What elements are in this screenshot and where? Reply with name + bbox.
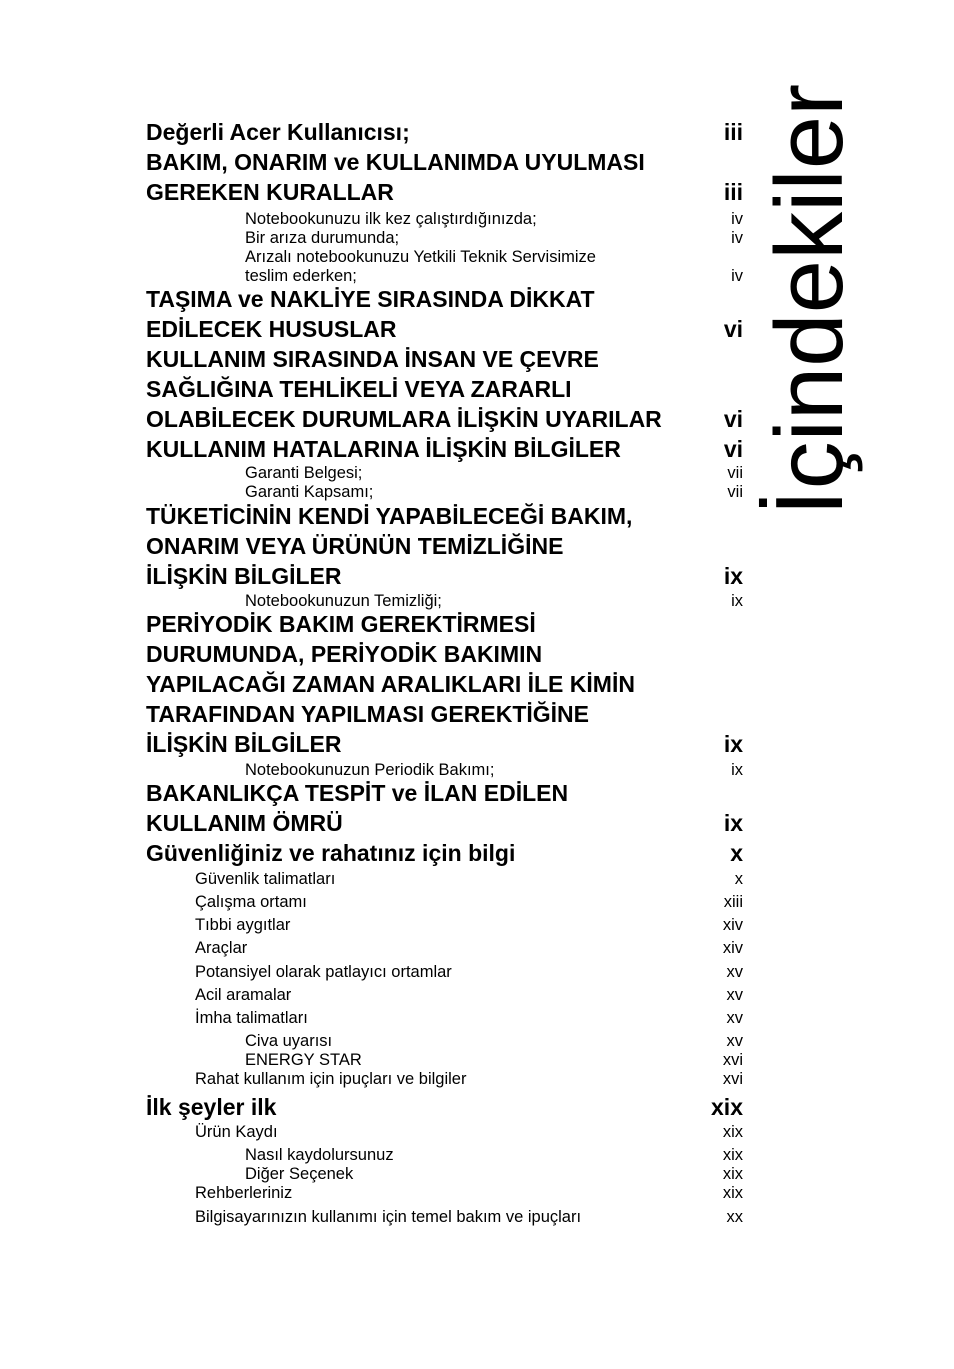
toc-entry-page: xiv bbox=[722, 939, 743, 957]
toc-entry-title: KULLANIM HATALARINA İLİŞKİN BİLGİLER bbox=[146, 436, 621, 462]
toc-entry-title: Değerli Acer Kullanıcısı; bbox=[146, 119, 410, 145]
toc-entry[interactable] bbox=[0, 151, 743, 177]
toc-entry-title: TARAFINDAN YAPILMASI GEREKTİĞİNE bbox=[146, 701, 589, 727]
toc-entry[interactable] bbox=[0, 565, 743, 591]
toc-entry-title: Güvenliğiniz ve rahatınız için bilgi bbox=[146, 840, 516, 866]
toc-entry[interactable] bbox=[0, 762, 743, 781]
toc-entry[interactable] bbox=[0, 1147, 743, 1166]
toc-entry-page: xix bbox=[711, 1094, 743, 1120]
toc-entry-title: GEREKEN KURALLAR bbox=[146, 179, 394, 205]
toc-entry[interactable] bbox=[0, 703, 743, 729]
toc-entry[interactable] bbox=[0, 211, 743, 230]
toc-entry[interactable] bbox=[0, 348, 743, 374]
toc-entry-page: ix bbox=[731, 761, 743, 779]
toc-entry-page: xv bbox=[726, 986, 743, 1004]
toc-entry-page: xiii bbox=[723, 893, 743, 911]
toc-entry-page: vii bbox=[727, 464, 743, 482]
toc-entry-title: SAĞLIĞINA TEHLİKELİ VEYA ZARARLI bbox=[146, 376, 572, 402]
toc-entry[interactable] bbox=[0, 917, 743, 936]
toc-entry-page: iv bbox=[731, 267, 743, 285]
toc-entry[interactable] bbox=[0, 842, 743, 868]
toc-entry[interactable] bbox=[0, 230, 743, 249]
toc-entry-page: x bbox=[734, 870, 743, 888]
toc-entry-title: Civa uyarısı bbox=[245, 1032, 333, 1050]
toc-entry-page: xix bbox=[722, 1165, 743, 1183]
toc-entry-title: Bilgisayarınızın kullanımı için temel bakım ve ipuçları bbox=[195, 1208, 582, 1226]
toc-entry-title: İmha talimatları bbox=[195, 1009, 308, 1027]
toc-entry[interactable] bbox=[0, 288, 743, 314]
toc-entry-page: ix bbox=[723, 731, 743, 757]
toc-entry-page: xx bbox=[726, 1208, 743, 1226]
toc-entry[interactable] bbox=[0, 1166, 743, 1185]
toc-entry[interactable] bbox=[0, 438, 743, 464]
toc-entry-title: Notebookunuzu ilk kez çalıştırdığınızda; bbox=[245, 210, 537, 228]
toc-entry[interactable] bbox=[0, 181, 743, 207]
toc-entry-page: xv bbox=[726, 963, 743, 981]
toc-entry[interactable] bbox=[0, 812, 743, 838]
toc-entry-title: İLİŞKİN BİLGİLER bbox=[146, 563, 342, 589]
toc-entry-page: iii bbox=[723, 119, 743, 145]
toc-entry-title: İlk şeyler ilk bbox=[146, 1094, 277, 1120]
side-title-text: İçindekiler bbox=[756, 83, 863, 517]
toc-entry-title: İLİŞKİN BİLGİLER bbox=[146, 731, 342, 757]
toc-entry-page: ix bbox=[723, 810, 743, 836]
toc-entry[interactable] bbox=[0, 1124, 743, 1143]
toc-entry-page: xv bbox=[726, 1032, 743, 1050]
toc-entry-title: ENERGY STAR bbox=[245, 1051, 362, 1069]
toc-entry-title: OLABİLECEK DURUMLARA İLİŞKİN UYARILAR bbox=[146, 406, 662, 432]
toc-entry-page: xiv bbox=[722, 916, 743, 934]
toc-entry[interactable] bbox=[0, 1096, 743, 1122]
toc-entry-title: Rahat kullanım için ipuçları ve bilgiler bbox=[195, 1070, 467, 1088]
toc-entry-title: Notebookunuzun Periodik Bakımı; bbox=[245, 761, 495, 779]
toc-entry[interactable] bbox=[0, 593, 743, 612]
toc-entry[interactable] bbox=[0, 408, 743, 434]
toc-entry[interactable] bbox=[0, 1033, 743, 1052]
section-side-title bbox=[756, 83, 863, 517]
toc-entry[interactable] bbox=[0, 894, 743, 913]
toc-entry-title: EDİLECEK HUSUSLAR bbox=[146, 316, 397, 342]
toc-entry-page: xvi bbox=[722, 1070, 743, 1088]
toc-entry[interactable] bbox=[0, 505, 743, 531]
toc-entry[interactable] bbox=[0, 987, 743, 1006]
toc-entry-page: xvi bbox=[722, 1051, 743, 1069]
toc-entry-title: Acil aramalar bbox=[195, 986, 292, 1004]
toc-entry-page: x bbox=[730, 840, 743, 866]
toc-entry-title: Araçlar bbox=[195, 939, 248, 957]
toc-entry-title: ONARIM VEYA ÜRÜNÜN TEMİZLİĞİNE bbox=[146, 533, 564, 559]
toc-entry[interactable] bbox=[0, 1010, 743, 1029]
toc-entry-title: Notebookunuzun Temizliği; bbox=[245, 592, 442, 610]
toc-entry[interactable] bbox=[0, 782, 743, 808]
toc-entry-title: Güvenlik talimatları bbox=[195, 870, 336, 888]
toc-entry-title: DURUMUNDA, PERİYODİK BAKIMIN bbox=[146, 641, 543, 667]
toc-entry[interactable] bbox=[0, 643, 743, 669]
toc-entry-page: xix bbox=[722, 1146, 743, 1164]
toc-entry[interactable] bbox=[0, 378, 743, 404]
toc-entry-title: BAKIM, ONARIM ve KULLANIMDA UYULMASI bbox=[146, 149, 645, 175]
toc-entry[interactable] bbox=[0, 484, 743, 503]
toc-entry-title: teslim ederken; bbox=[245, 267, 357, 285]
toc-entry[interactable] bbox=[0, 871, 743, 890]
toc-entry[interactable] bbox=[0, 964, 743, 983]
toc-entry-title: Çalışma ortamı bbox=[195, 893, 307, 911]
toc-entry-page: iv bbox=[731, 229, 743, 247]
toc-entry-title: Garanti Kapsamı; bbox=[245, 483, 374, 501]
toc-entry-title: Potansiyel olarak patlayıcı ortamlar bbox=[195, 963, 452, 981]
toc-entry[interactable] bbox=[0, 249, 743, 268]
toc-entry-page: xix bbox=[722, 1123, 743, 1141]
toc-entry-page: iv bbox=[731, 210, 743, 228]
toc-entry-title: TAŞIMA ve NAKLİYE SIRASINDA DİKKAT bbox=[146, 286, 595, 312]
toc-entry-page: vii bbox=[727, 483, 743, 501]
toc-entry-title: KULLANIM ÖMRÜ bbox=[146, 810, 343, 836]
toc-entry-page: iii bbox=[723, 179, 743, 205]
toc-entry[interactable] bbox=[0, 1052, 743, 1071]
toc-entry-page: ix bbox=[731, 592, 743, 610]
toc-entry[interactable] bbox=[0, 121, 743, 147]
toc-entry-page: xv bbox=[726, 1009, 743, 1027]
toc-entry-title: KULLANIM SIRASINDA İNSAN VE ÇEVRE bbox=[146, 346, 599, 372]
toc-entry[interactable] bbox=[0, 1071, 743, 1090]
toc-entry-title: Ürün Kaydı bbox=[195, 1123, 278, 1141]
toc-entry-title: Diğer Seçenek bbox=[245, 1165, 354, 1183]
toc-entry[interactable] bbox=[0, 268, 743, 287]
toc-entry-page: vi bbox=[723, 406, 743, 432]
toc-entry-page: xix bbox=[722, 1184, 743, 1202]
toc-entry-page: vi bbox=[723, 316, 743, 342]
toc-entry-title: PERİYODİK BAKIM GEREKTİRMESİ bbox=[146, 611, 536, 637]
toc-entry[interactable] bbox=[0, 535, 743, 561]
toc-entry[interactable] bbox=[0, 613, 743, 639]
toc-entry-page: vi bbox=[723, 436, 743, 462]
toc-entry-title: Tıbbi aygıtlar bbox=[195, 916, 291, 934]
toc-entry-title: BAKANLIKÇA TESPİT ve İLAN EDİLEN bbox=[146, 780, 569, 806]
toc-entry[interactable] bbox=[0, 465, 743, 484]
toc-entry-title: Arızalı notebookunuzu Yetkili Teknik Servisimize bbox=[245, 248, 596, 266]
toc-entry-title: YAPILACAĞI ZAMAN ARALIKLARI İLE KİMİN bbox=[146, 671, 635, 697]
toc-entry[interactable] bbox=[0, 733, 743, 759]
toc-entry[interactable] bbox=[0, 940, 743, 959]
toc-entry[interactable] bbox=[0, 318, 743, 344]
toc-entry-title: TÜKETİCİNİN KENDİ YAPABİLECEĞİ BAKIM, bbox=[146, 503, 633, 529]
toc-entry[interactable] bbox=[0, 1209, 743, 1228]
toc-entry[interactable] bbox=[0, 1185, 743, 1204]
toc-entry-title: Bir arıza durumunda; bbox=[245, 229, 400, 247]
toc-entry-title: Nasıl kaydolursunuz bbox=[245, 1146, 394, 1164]
toc-entry-title: Rehberleriniz bbox=[195, 1184, 293, 1202]
toc-entry-page: ix bbox=[723, 563, 743, 589]
toc-entry[interactable] bbox=[0, 673, 743, 699]
toc-entry-title: Garanti Belgesi; bbox=[245, 464, 363, 482]
